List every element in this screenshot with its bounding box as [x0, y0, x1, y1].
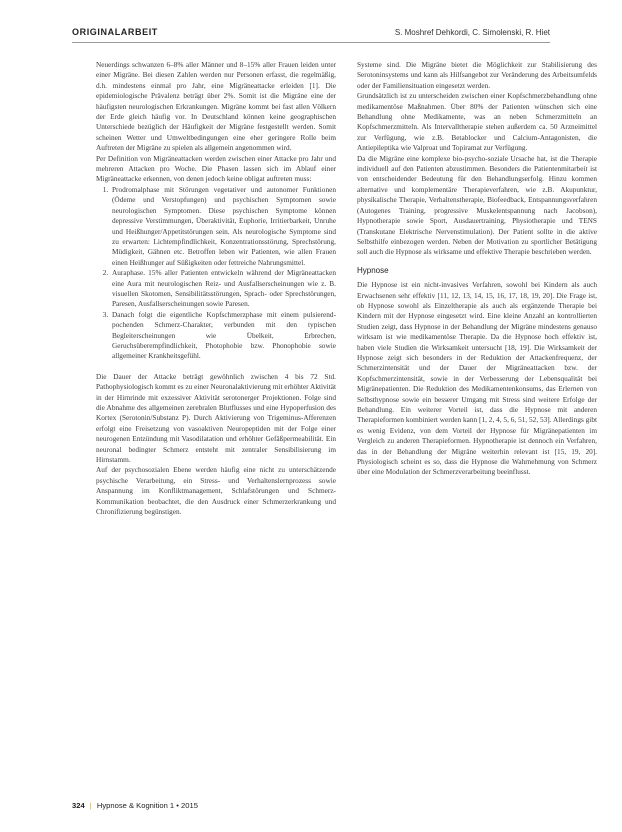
authors-line: S. Moshref Dehkordi, C. Simolenski, R. Hiet — [394, 28, 550, 37]
phase-list — [96, 185, 336, 362]
body-paragraph: Da die Migräne eine komplexe bio-psycho-soziale Ursache hat, ist die Therapie individuell auf den Patienten abzustimmen. Besonders die Patientenmitarbeit ist von entscheidender Bedeutung für den Behandlungserfolg. Hinzu kommen alternative und komplementäre Therapieverfahren, wie z.B. Akupunktur, physikalische Therapie, Verhaltenstherapie, Biofeedback, Entspannungsverfahren (Autogenes Training, progressive Muskelentspannung nach Jacobson), Hypnotherapie sowie Sport, Ausdauertraining, Physiotherapie und TENS (Transkutane Elektrische Nervenstimulation). Der Patient sollte in die aktive Selbsthilfe einbezogen werden. Neben der Motivation zu sportlicher Betätigung soll auch die Hypnose als wirksame und effektive Therapie beschrieben werden. — [357, 153, 597, 257]
footer-separator: | — [89, 801, 92, 810]
section-label: ORIGINALARBEIT — [72, 27, 158, 37]
section-heading: Hypnose — [357, 265, 389, 275]
body-paragraph: Per Definition von Migräneattacken werden zwischen einer Attacke pro Jahr und mehreren Attacken pro Woche. Die Phasen lassen sich im Ablauf einer Migräneattacke erkennen, von denen jedoch keine obligat auftreten muss: — [96, 153, 336, 184]
list-item: 1. Prodromalphase mit Störungen vegetativer und autonomer Funktionen (Ödeme und Verstopfungen) und psychischen Symptomen sowie neurologischen Symptomen. Diese psychischen Symptome können depressive Verstimmungen, Überaktivität, Euphorie, Irritierbarkeit, Unruhe und Heißhunger/Appetitstörungen sein. Als neurologische Symptome sind zu erwarten: Lichtempfindlichkeit, Konzentrationsstörung, Sprechstörung, Müdigkeit, Gähnen etc. Betroffen leben wir Patienten, wie allen Frauen einen Heißhunger auf Süßigkeiten oder fettreiche Nahrungsmittel. — [110, 185, 336, 268]
journal-name: Hypnose & Kognition 1 • 2015 — [96, 801, 198, 810]
body-paragraph: Neuerdings schwanzen 6–8% aller Männer und 8–15% aller Frauen leiden unter einer Migräne. Bei diesen Zahlen werden nur Personen erfasst, die regelmäßig, d.h. mindestens einmal pro Jahr, eine Migräneattacke erleiden [1]. Die epidemiologische Prävalenz beträgt über 2%. Somit ist die Migräne eine der häufigsten neurologischen Erkrankungen. Migräne kommt bei fast allen Völkern der Erde gleich häufig vor. In Deutschland können keine geographischen Unterschiede bezüglich der Häufigkeit der Migräne festgestellt werden. Somit scheinen Wetter und Umweltbedingungen eine eher geringere Rolle beim Auftreten der Migräne zu spielen als allgemein angenommen wird. — [96, 60, 336, 153]
page-footer — [72, 801, 198, 810]
body-paragraph: Grundsätzlich ist zu unterscheiden zwischen einer Kopfschmerzbehandlung ohne medikamentöse Maßnahmen. Über 80% der Patienten wünschen sich eine Behandlung ohne Medikamente, was an neben Schmerzmitteln an Kopfschmerzmitteln. Als Intervalltherapie stehen außerdem ca. 50 Arzneimittel zur Verfügung, wie z.B. Betablocker und Calcium-Antagonisten, die Antiepileptika wie Valproat und Topiramat zur Verfügung. — [357, 91, 597, 153]
body-paragraph: Die Hypnose ist ein nicht-invasives Verfahren, sowohl bei Kindern als auch Erwachsenen sehr effektiv [11, 12, 13, 14, 15, 16, 17, 18, 19, 20]. Die Frage ist, ob Hypnose sowohl als Einzeltherapie als auch als ergänzende Therapie bei Kindern mit der Hypnose eingesetzt wird. Eine kleine Anzahl an kontrollierten Studien zeigt, dass Hypnose in der Behandlung der Migräne mindestens genauso wirksam ist wie medikamentöse Therapie. Da die Hypnose hoch effektiv ist, haben viele Studien die Wirksamkeit untersucht [18, 19]. Die Wirksamkeit der Hypnose zeigt sich besonders in der Reduktion der Attackenfrequenz, der Schmerzintensität und der Dauer der Migräneattacken bzw. der Kopfschmerzintensität, sowie in der Verbesserung der Lebensqualität bei Migränepatienten. Die Reduktion des Medikamentenkonsums, das Erlernen von Selbsthypnose sowie ein besserer Umgang mit Stress sind weitere Erfolge der Behandlung. Ein weiterer Vorteil ist, dass die Hypnose mit anderen Therapieformen kombiniert werden kann [1, 2, 4, 5, 6, 51, 52, 53]. Allerdings gibt es wenig Evidenz, von dem Vorteil der Hypnose für Migränepatienten im Vergleich zu anderen Therapieformen. Hypnotherapie ist dennoch ein Verfahren, das in der Behandlung der Migräne weiterhin relevant ist [15, 19, 20]. Physiologisch scheint es so, dass die Hypnose die Wahrnehmung von Schmerz über eine Modulation der Schmerzverarbeitung beeinflusst. — [357, 280, 597, 477]
header-divider — [72, 42, 550, 43]
body-paragraph: Systeme sind. Die Migräne bietet die Möglichkeit zur Stabilisierung des Serotoninsystems und kann als Hilfsangebot zur Veränderung des Arbeitsumfelds oder der Familiensituation eingesetzt werden. — [357, 60, 597, 90]
page-number: 324 — [72, 801, 85, 810]
body-paragraph: Die Dauer der Attacke beträgt gewöhnlich zwischen 4 bis 72 Std. Pathophysiologisch kommt es zu einer Neuronalaktivierung mit erhöhter Aktivität in der Hirnrinde mit exzessiver Aktivität serotonerger Projektionen. Folge sind die Abnahme des allgemeinen zerebralen Blutflusses und eine Hypoperfusion des Kortex (Serotonin/Substanz P). Durch Aktivierung von Trigeminus-Afferenzen erfolgt eine Freisetzung von vasoaktiven Neuropeptiden mit der Folge einer neurogenen Entzündung mit Vasodilatation und erhöhter Gefäßpermeabilität. Ein neuronal bedingter Schmerz entsteht mit zentraler Sensibilisierung im Hirnstamm. — [96, 371, 336, 465]
list-item: 2. Auraphase. 15% aller Patienten entwickeln während der Migräneattacken eine Aura mit neurologischen Reiz- und Ausfallserscheinungen wie z. B. visuellen Skotomen, Sensibilitätsstörungen, Sprach- oder Sprechstörungen, Paresen, Ausfallserscheinungen sowie Paresen. — [110, 268, 336, 310]
left-column — [96, 60, 336, 517]
right-column — [357, 60, 597, 478]
body-paragraph: Auf der psychosozialen Ebene werden häufig eine nicht zu unterschätzende psychische Verarbeitung, ein Stress- und Verhaltenslernprozess sowie Anspannung im Konfliktmanagement, Schlafstörungen und Schmerz-Kommunikation beobachtet, die den Ausdruck einer Schmerzerkrankung und Chronifizierung begünstigen. — [96, 465, 336, 517]
spacer — [96, 362, 336, 372]
list-item: 3. Danach folgt die eigentliche Kopfschmerzphase mit einem pulsierend-pochenden Schmerz-Charakter, verbunden mit den typischen Begleiterscheinungen wie Übelkeit, Erbrechen, Geruchsüberempfindlichkeit, Photophobie bzw. Phonophobie sowie allgemeiner Krankheitsgefühl. — [110, 310, 336, 362]
